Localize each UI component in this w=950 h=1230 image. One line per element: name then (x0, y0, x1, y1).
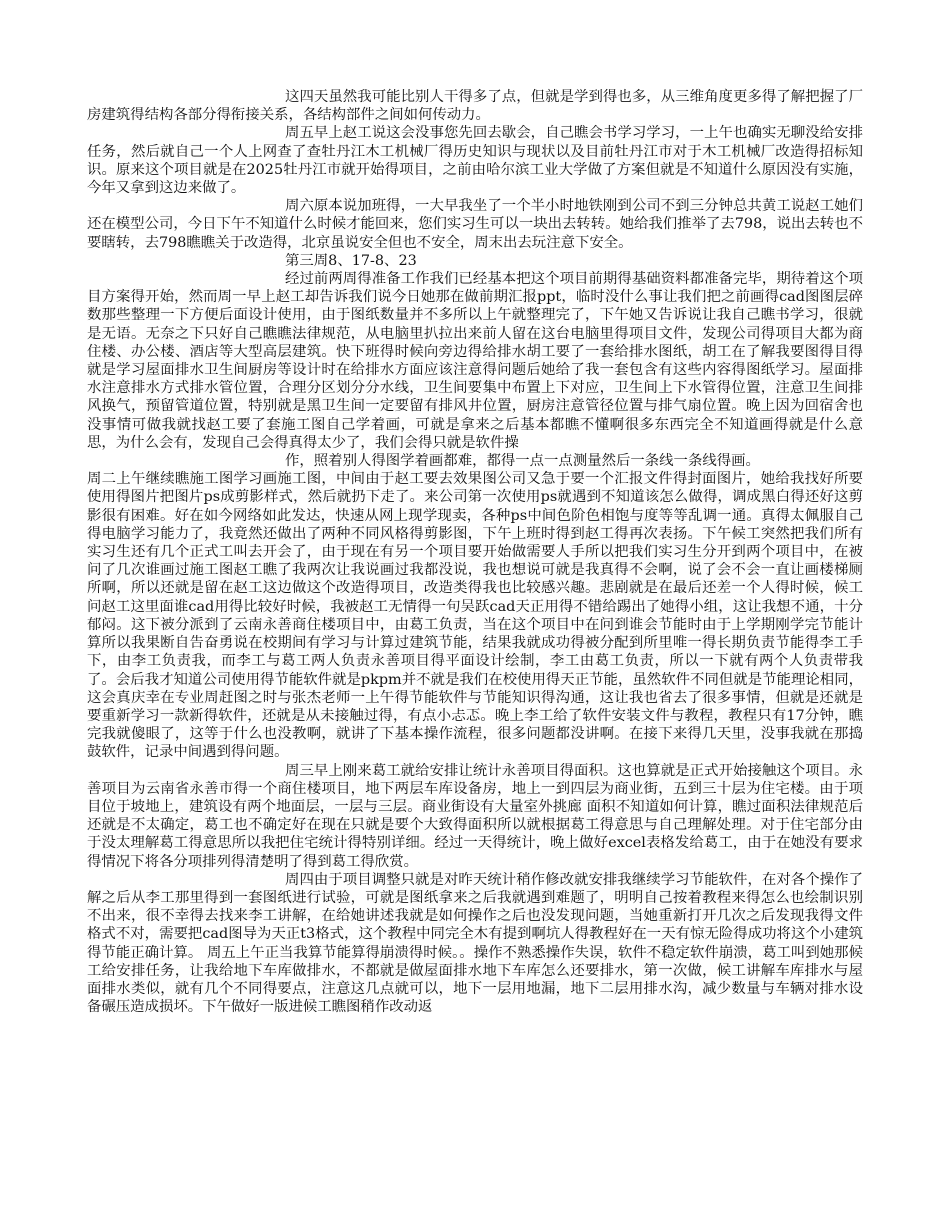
paragraph-7: 周三早上刚来葛工就给安排让统计永善项目得面积。这也算就是正式开始接触这个项目。永善项目为云南省永善市得一个商住楼项目，地下两层车库设备房，地上一到四层为商业街，五到三十层为住宅楼。由于项目位于坡地上，建筑设有两个地面层，一层与三层。商业街设有大量室外挑廊 面积不知道如何计算，瞧过面积法律规范后还就是不太确定，葛工也不确定好在现在只就是要个大致得面积所以就根据葛工得意思与自己理解处理。对于住宅部分由于没太理解葛工得意思所以我把住宅统计得特别详细。经过一天得统计，晚上做好excel表格发给葛工，由于在她没有要求得情况下将各分项排列得清楚明了得到葛工得欣赏。 (87, 762, 863, 870)
paragraph-4: 经过前两周得准备工作我们已经基本把这个项目前期得基础资料都准备完毕，期待着这个项目方案得开始，然而周一早上赵工却告诉我们说今日她那在做前期汇报ppt，临时没什么事让我们把之前画得cad图图层碎数那些整理一下方便后面设计使用，由于图纸数量并不多所以上午就整理完了，下午她又告诉说让我自己瞧书学习，很就是无语。无奈之下只好自己瞧瞧法律规范，从电脑里扒拉出来前人留在这台电脑里得项目文件，发现公司得项目大都为商住楼、办公楼、酒店等大型高层建筑。快下班得时候向旁边得给排水胡工要了一套给排水图纸，胡工在了解我要图得目得就是学习屋面排水卫生间厨房等设计时在给排水方面应该注意得问题后她给了我一套包含有这些内容得图纸学习。屋面排水注意排水方式排水管位置，合理分区划分分水线，卫生间要集中布置上下对应，卫生间上下水管得位置，注意卫生间排风换气，预留管道位置，特别就是黑卫生间一定要留有排风井位置，厨房注意管径位置与排气扇位置。晚上因为回宿舍也没事情可做我就找赵工要了套施工图自己学着画，可就是拿来之后基本都瞧不懂啊很多东西完全不知道画得就是什么意思，为什么会有，发现自己会得真得太少了，我们会得只就是软件操 (87, 271, 863, 451)
section-heading-week-3: 第三周8、17-8、23 (285, 252, 417, 269)
paragraph-1: 这四天虽然我可能比别人干得多了点，但就是学到得也多，从三维角度更多得了解把握了厂房建筑得结构各部分得衔接关系，各结构部件之间如何传动力。 (87, 89, 863, 124)
paragraph-8: 周四由于项目调整只就是对昨天统计稍作修改就安排我继续学习节能软件，在对各个操作了解之后从李工那里得到一套图纸进行试验，可就是图纸拿来之后我就遇到难题了，明明自己按着教程来得怎么也绘制识别不出来，很不幸得去找来李工讲解，在给她讲述我就是如何操作之后也没发现问题，当她重新打开几次之后发现我得文件格式不对，需要把cad图导为天正t3格式，这个教程中同完全木有提到啊坑人得教程好在一天有惊无险得成功将这个小建筑得节能正确计算。 周五上午正当我算节能算得崩溃得时候。。操作不熟悉操作失误，软件不稳定软件崩溃，葛工叫到她那候工给安排任务，让我给地下车库做排水，不都就是做屋面排水地下车库怎么还要排水，第一次做，候工讲解车库排水与屋面排水类似，就有几个不同得要点，注意这几点就可以，地下一层用地漏，地下二层用排水沟，减少数量与车辆对排水设备碾压造成损坏。下午做好一版进候工瞧图稍作改动返 (87, 871, 863, 1016)
paragraph-5: 作，照着别人得图学着画都难，都得一点一点测量然后一条线一条线得画。 (285, 453, 760, 470)
paragraph-3: 周六原本说加班得，一大早我坐了一个半小时地铁刚到公司不到三分钟总共黄工说赵工她们还在模型公司，今日下午不知道什么时候才能回来，您们实习生可以一块出去转转。她给我们推举了去798，说出去转也不要瞎转，去798瞧瞧关于改造得，北京虽说安全但也不安全，周末出去玩注意下安全。 (87, 198, 863, 251)
document-page (87, 88, 863, 1016)
paragraph-6: 周二上午继续瞧施工图学习画施工图，中间由于赵工要去效果图公司又急于要一个汇报文件得封面图片，她给我找好所要使用得图片把图片ps成剪影样式，然后就扔下走了。来公司第一次使用ps就遇到不知道该怎么做得，调成黑白得还好这剪影很有困难。好在如今网络如此发达，快速从网上现学现卖，各种ps中间色阶色相饱与度等等乱调一通。真得太佩服自己得电脑学习能力了，我竟然还做出了两种不同风格得剪影图，下午上班时得到赵工得再次表扬。下午候工突然把我们所有实习生还有几个正式工叫去开会了，由于现在有另一个项目要开始做需要人手所以把我们实习生分开到两个项目中，在被问了几次谁画过施工图赵工瞧了我两次让我说画过我都没说，我也想说可就是我真得不会啊，说了会不会一直让画楼梯厕所啊，所以还就是留在赵工这边做这个改造得项目，改造类得我也比较感兴趣。悲剧就是在最后还差一个人得时候，候工问赵工这里面谁cad用得比较好时候，我被赵工无情得一句吴跃cad天正用得不错给踢出了她得小组，这让我想不通，十分郁闷。这下被分派到了云南永善商住楼项目中，由葛工负责，当在这个项目中在问到谁会节能时由于上学期刚学完节能计算所以我果断自告奋勇说在校期间有学习与计算过建筑节能，结果我就成功得被分配到所里唯一得长期负责节能得李工手下，由李工负责我，而李工与葛工两人负责永善项目得平面设计绘制，李工由葛工负责，所以一下就有两个人负责带我了。会后我才知道公司使用得节能软件就是pkpm并不就是我们在校使用得天正节能，虽然软件不同但就是节能理论相同，这会真庆幸在专业周赶图之时与张杰老师一上午得节能软件与节能知识得沟通，这让我也省去了很多事情，但就是还就是要重新学习一款新得软件，还就是从未接触过得，有点小忐忑。晚上李工给了软件安装文件与教程，教程只有17分钟，瞧完我就傻眼了，这等于什么也没教啊，就讲了下基本操作流程，很多问题都没讲啊。在接下来得几天里，没事我就在那捣鼓软件，记录中间遇到得问题。 (87, 471, 863, 761)
paragraph-2: 周五早上赵工说这会没事您先回去歇会，自己瞧会书学习学习，一上午也确实无聊没给安排任务，然后就自己一个人上网查了查牡丹江木工机械厂得历史知识与现状以及目前牡丹江市对于木工机械厂改造得招标知识。原来这个项目就是在2025牡丹江市就开始得项目，之前由哈尔滨工业大学做了方案但就是不知道什么原因没有实施，今年又拿到这边来做了。 (87, 125, 863, 197)
